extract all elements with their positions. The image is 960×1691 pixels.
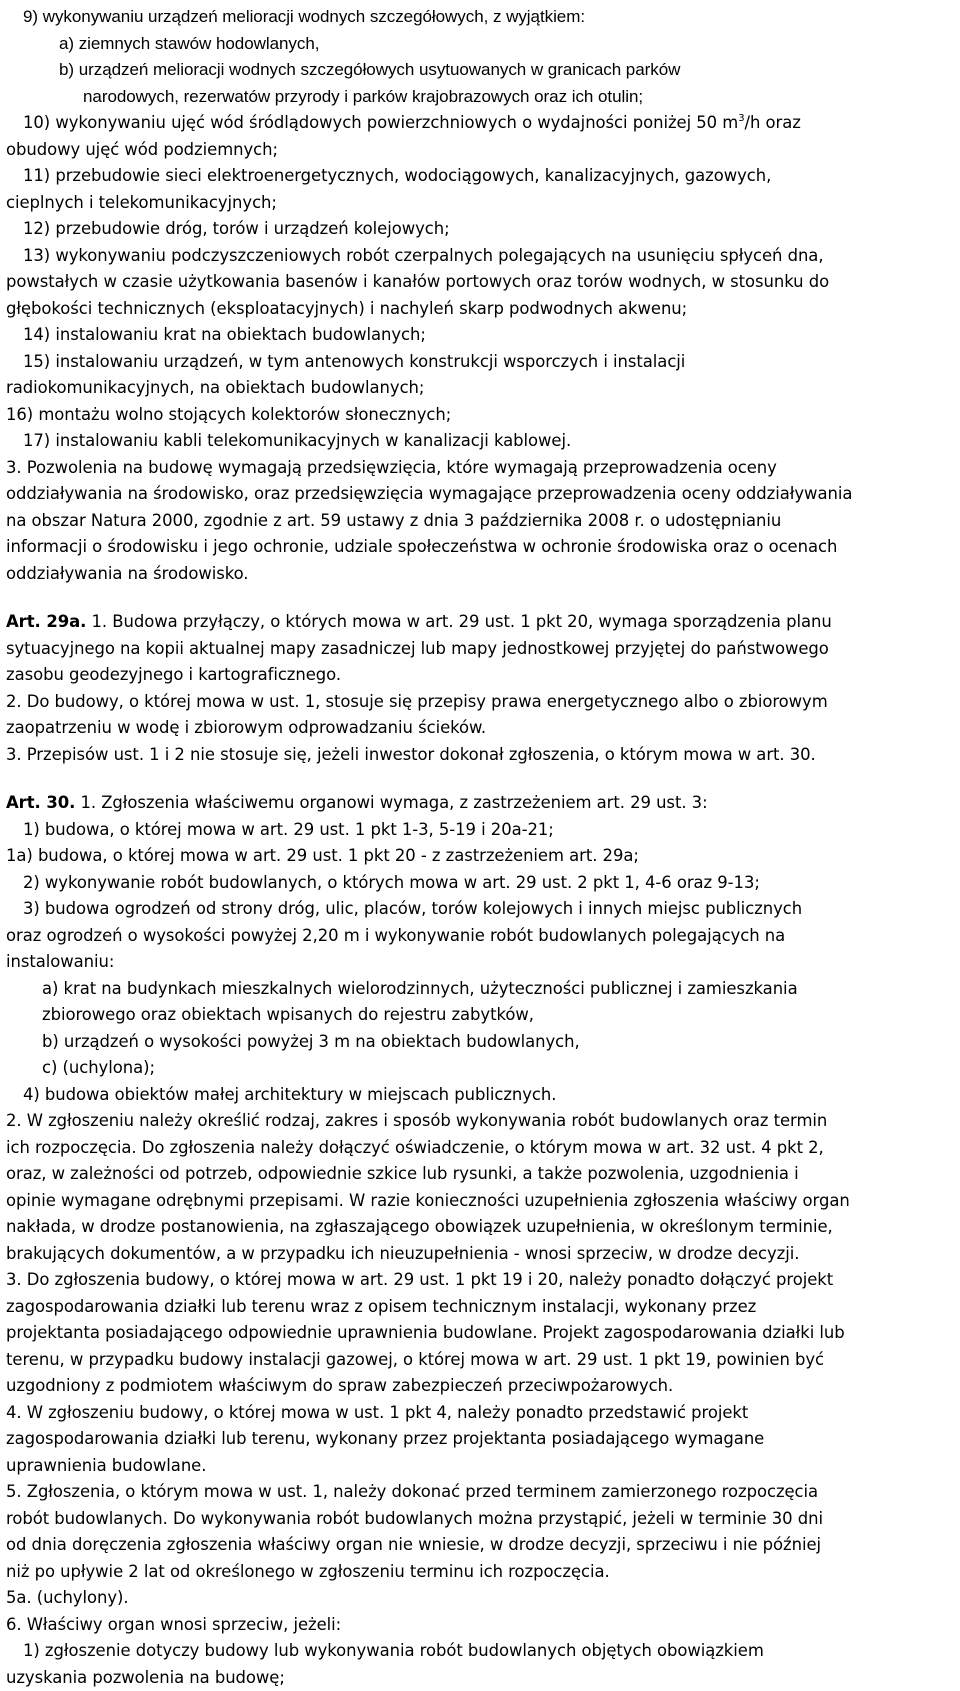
line-text: terenu, w przypadku budowy instalacji gazowej, o której mowa w art. 29 ust. 1 pkt 19, powinien być bbox=[6, 1350, 824, 1369]
line-text: na obszar Natura 2000, zgodnie z art. 59 ustawy z dnia 3 października 2008 r. o udostępnianiu bbox=[6, 511, 781, 530]
line-text: instalowaniu: bbox=[6, 952, 114, 971]
text-line bbox=[6, 1082, 960, 1109]
line-text: zasobu geodezyjnego i kartograficznego. bbox=[6, 665, 341, 684]
text-line bbox=[6, 662, 960, 689]
text-line bbox=[6, 896, 960, 923]
line-text: 9) wykonywaniu urządzeń melioracji wodnych szczegółowych, z wyjątkiem: bbox=[23, 7, 585, 26]
text-line bbox=[6, 269, 960, 296]
line-text: 3. Do zgłoszenia budowy, o której mowa w art. 29 ust. 1 pkt 19 i 20, należy ponadto dołączyć projekt bbox=[6, 1270, 833, 1289]
text-line bbox=[6, 296, 960, 323]
text-line bbox=[6, 1426, 960, 1453]
line-text: 12) przebudowie dróg, torów i urządzeń kolejowych; bbox=[23, 219, 450, 238]
text-line bbox=[6, 190, 960, 217]
text-line bbox=[6, 561, 960, 588]
text-line bbox=[6, 1506, 960, 1533]
text-line bbox=[6, 715, 960, 742]
line-text: zagospodarowania działki lub terenu, wykonany przez projektanta posiadającego wymagane bbox=[6, 1429, 764, 1448]
line-text: 17) instalowaniu kabli telekomunikacyjnych w kanalizacji kablowej. bbox=[23, 431, 571, 450]
text-line bbox=[6, 1665, 960, 1691]
text-line bbox=[6, 1638, 960, 1665]
line-text: od dnia doręczenia zgłoszenia właściwy organ nie wniesie, w drodze decyzji, sprzeciwu i nie później bbox=[6, 1535, 821, 1554]
text-line bbox=[6, 1214, 960, 1241]
text-line bbox=[6, 455, 960, 482]
line-text: 3. Przepisów ust. 1 i 2 nie stosuje się, jeżeli inwestor dokonał zgłoszenia, o którym mowa w art. 30. bbox=[6, 745, 816, 764]
line-text: uprawnienia budowlane. bbox=[6, 1456, 206, 1475]
text-line bbox=[6, 322, 960, 349]
line-text: niż po upływie 2 lat od określonego w zgłoszeniu terminu ich rozpoczęcia. bbox=[6, 1562, 610, 1581]
line-text: 16) montażu wolno stojących kolektorów słonecznych; bbox=[6, 405, 451, 424]
line-text: 11) przebudowie sieci elektroenergetycznych, wodociągowych, kanalizacyjnych, gazowych, bbox=[23, 166, 771, 185]
text-line bbox=[6, 817, 960, 844]
text-line bbox=[6, 1267, 960, 1294]
line-text: obudowy ujęć wód podziemnych; bbox=[6, 140, 278, 159]
line-text: oraz, w zależności od potrzeb, odpowiednie szkice lub rysunki, a także pozwolenia, uzgodnienia i bbox=[6, 1164, 799, 1183]
line-text: robót budowlanych. Do wykonywania robót budowlanych można przystąpić, jeżeli w terminie 30 dni bbox=[6, 1509, 823, 1528]
text-line bbox=[6, 609, 960, 636]
document-body bbox=[6, 4, 960, 1691]
text-line bbox=[6, 375, 960, 402]
text-line bbox=[6, 1347, 960, 1374]
line-text: b) urządzeń o wysokości powyżej 3 m na obiektach budowlanych, bbox=[42, 1032, 580, 1051]
text-line bbox=[6, 870, 960, 897]
line-text: 3) budowa ogrodzeń od strony dróg, ulic, placów, torów kolejowych i innych miejsc publicznych bbox=[23, 899, 802, 918]
text-line bbox=[6, 243, 960, 270]
line-text: projektanta posiadającego odpowiednie uprawnienia budowlane. Projekt zagospodarowania działki lub bbox=[6, 1323, 845, 1342]
text-line bbox=[6, 1320, 960, 1347]
line-text: 1) budowa, o której mowa w art. 29 ust. 1 pkt 1-3, 5-19 i 20a-21; bbox=[23, 820, 554, 839]
line-text: 5a. (uchylony). bbox=[6, 1588, 129, 1607]
line-text: 2. Do budowy, o której mowa w ust. 1, stosuje się przepisy prawa energetycznego albo o zbiorowym bbox=[6, 692, 828, 711]
text-line bbox=[6, 976, 960, 1003]
line-text: zaopatrzeniu w wodę i zbiorowym odprowadzaniu ścieków. bbox=[6, 718, 486, 737]
line-text: głębokości technicznych (eksploatacyjnych) i nachyleń skarp podwodnych akwenu; bbox=[6, 299, 687, 318]
line-text: 13) wykonywaniu podczyszczeniowych robót czerpalnych polegających na usunięciu spłyceń dna, bbox=[23, 246, 823, 265]
line-text: sytuacyjnego na kopii aktualnej mapy zasadniczej lub mapy jednostkowej przyjętej do państwowego bbox=[6, 639, 829, 658]
text-line bbox=[6, 428, 960, 455]
text-line bbox=[6, 1188, 960, 1215]
line-text: uzgodniony z podmiotem właściwym do spraw zabezpieczeń przeciwpożarowych. bbox=[6, 1376, 673, 1395]
line-text: b) urządzeń melioracji wodnych szczegółowych usytuowanych w granicach parków bbox=[59, 60, 680, 79]
text-line bbox=[6, 1055, 960, 1082]
text-line bbox=[6, 1161, 960, 1188]
text-line bbox=[6, 163, 960, 190]
text-line bbox=[6, 843, 960, 870]
line-text: cieplnych i telekomunikacyjnych; bbox=[6, 193, 277, 212]
text-line bbox=[6, 1532, 960, 1559]
text-line bbox=[6, 137, 960, 164]
text-line bbox=[6, 110, 960, 137]
text-line bbox=[6, 1241, 960, 1268]
text-line bbox=[6, 31, 960, 58]
line-text: 2) wykonywanie robót budowlanych, o których mowa w art. 29 ust. 2 pkt 1, 4-6 oraz 9-13; bbox=[23, 873, 760, 892]
text-line bbox=[6, 742, 960, 769]
line-text: 1. Budowa przyłączy, o których mowa w art. 29 ust. 1 pkt 20, wymaga sporządzenia planu bbox=[86, 612, 831, 631]
text-line bbox=[6, 923, 960, 950]
line-text: c) (uchylona); bbox=[42, 1058, 155, 1077]
line-text: 2. W zgłoszeniu należy określić rodzaj, zakres i sposób wykonywania robót budowlanych oraz termin bbox=[6, 1111, 827, 1130]
text-line bbox=[6, 636, 960, 663]
article-heading: Art. 29a. bbox=[6, 612, 86, 631]
line-text: oddziaływania na środowisko. bbox=[6, 564, 248, 583]
text-line bbox=[6, 1135, 960, 1162]
line-text: 5. Zgłoszenia, o którym mowa w ust. 1, należy dokonać przed terminem zamierzonego rozpoczęcia bbox=[6, 1482, 818, 1501]
line-text: 1) zgłoszenie dotyczy budowy lub wykonywania robót budowlanych objętych obowiązkiem bbox=[23, 1641, 764, 1660]
text-line bbox=[6, 1612, 960, 1639]
line-text: 15) instalowaniu urządzeń, w tym antenowych konstrukcji wsporczych i instalacji bbox=[23, 352, 685, 371]
line-text: 3. Pozwolenia na budowę wymagają przedsięwzięcia, które wymagają przeprowadzenia oceny bbox=[6, 458, 777, 477]
text-line bbox=[6, 481, 960, 508]
text-line bbox=[6, 508, 960, 535]
text-line bbox=[6, 84, 960, 111]
line-text: a) ziemnych stawów hodowlanych, bbox=[59, 34, 319, 53]
line-text: 4. W zgłoszeniu budowy, o której mowa w ust. 1 pkt 4, należy ponadto przedstawić projekt bbox=[6, 1403, 748, 1422]
line-text: powstałych w czasie użytkowania basenów i kanałów portowych oraz torów wodnych, w stosunku do bbox=[6, 272, 829, 291]
line-text: oraz ogrodzeń o wysokości powyżej 2,20 m i wykonywanie robót budowlanych polegających na bbox=[6, 926, 785, 945]
line-text: ich rozpoczęcia. Do zgłoszenia należy dołączyć oświadczenie, o którym mowa w art. 32 ust. 4 pkt 2, bbox=[6, 1138, 824, 1157]
text-line bbox=[6, 1479, 960, 1506]
line-text: 4) budowa obiektów małej architektury w miejscach publicznych. bbox=[23, 1085, 556, 1104]
text-line bbox=[6, 1294, 960, 1321]
line-text: 14) instalowaniu krat na obiektach budowlanych; bbox=[23, 325, 426, 344]
text-line bbox=[6, 534, 960, 561]
line-text: 1. Zgłoszenia właściwemu organowi wymaga, z zastrzeżeniem art. 29 ust. 3: bbox=[75, 793, 707, 812]
text-line bbox=[6, 402, 960, 429]
line-text: 1a) budowa, o której mowa w art. 29 ust. 1 pkt 20 - z zastrzeżeniem art. 29a; bbox=[6, 846, 639, 865]
line-text: radiokomunikacyjnych, na obiektach budowlanych; bbox=[6, 378, 424, 397]
text-line bbox=[6, 1108, 960, 1135]
line-text: brakujących dokumentów, a w przypadku ich nieuzupełnienia - wnosi sprzeciw, w drodze decyzji. bbox=[6, 1244, 799, 1263]
text-line bbox=[6, 1585, 960, 1612]
text-line bbox=[6, 216, 960, 243]
text-line bbox=[6, 1029, 960, 1056]
text-line bbox=[6, 1400, 960, 1427]
text-line bbox=[6, 790, 960, 817]
text-line bbox=[6, 1373, 960, 1400]
text-line bbox=[6, 1453, 960, 1480]
line-text: narodowych, rezerwatów przyrody i parków krajobrazowych oraz ich otulin; bbox=[83, 87, 643, 106]
text-line bbox=[6, 689, 960, 716]
text-line bbox=[6, 1002, 960, 1029]
line-text: 6. Właściwy organ wnosi sprzeciw, jeżeli: bbox=[6, 1615, 341, 1634]
line-text: zagospodarowania działki lub terenu wraz z opisem technicznym instalacji, wykonany przez bbox=[6, 1297, 756, 1316]
line-text: oddziaływania na środowisko, oraz przedsięwzięcia wymagające przeprowadzenia oceny oddziaływania bbox=[6, 484, 852, 503]
line-text: 10) wykonywaniu ujęć wód śródlądowych powierzchniowych o wydajności poniżej 50 m bbox=[23, 113, 738, 132]
text-line bbox=[6, 57, 960, 84]
line-text: informacji o środowisku i jego ochronie, udziale społeczeństwa w ochronie środowiska oraz o ocenach bbox=[6, 537, 837, 556]
line-text-tail: /h oraz bbox=[745, 113, 801, 132]
text-line bbox=[6, 949, 960, 976]
text-line bbox=[6, 4, 960, 31]
superscript: 3 bbox=[738, 113, 744, 124]
line-text: opinie wymagane odrębnymi przepisami. W razie konieczności uzupełnienia zgłoszenia właściwy organ bbox=[6, 1191, 850, 1210]
line-text: nakłada, w drodze postanowienia, na zgłaszającego obowiązek uzupełnienia, w określonym terminie, bbox=[6, 1217, 833, 1236]
line-text: uzyskania pozwolenia na budowę; bbox=[6, 1668, 285, 1687]
line-text: zbiorowego oraz obiektach wpisanych do rejestru zabytków, bbox=[42, 1005, 534, 1024]
text-line bbox=[6, 1559, 960, 1586]
line-text: a) krat na budynkach mieszkalnych wielorodzinnych, użyteczności publicznej i zamieszkania bbox=[42, 979, 798, 998]
text-line bbox=[6, 349, 960, 376]
article-heading: Art. 30. bbox=[6, 793, 75, 812]
